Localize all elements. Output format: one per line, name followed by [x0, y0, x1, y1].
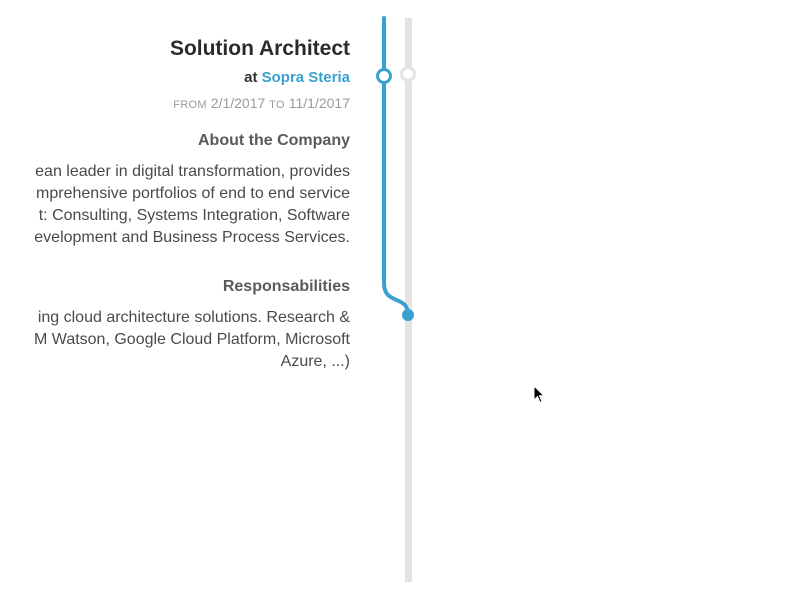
date-range	[173, 95, 350, 111]
timeline-node-inactive[interactable]	[402, 68, 415, 81]
responsibilities-text	[0, 307, 350, 373]
at-label: at	[244, 69, 258, 86]
company-link[interactable]: Sopra Steria	[261, 69, 350, 86]
timeline-branch-line	[384, 18, 408, 315]
about-line: ean leader in digital transformation, provides	[35, 163, 350, 180]
job-title: Solution Architect	[169, 37, 350, 60]
company-line	[244, 69, 350, 86]
responsibilities-line: M Watson, Google Cloud Platform, Microsoft	[34, 331, 350, 348]
about-line: evelopment and Business Process Services.	[34, 229, 350, 246]
from-label: FROM	[173, 99, 207, 111]
responsibilities-heading: Responsabilities	[222, 278, 350, 295]
about-line: t: Consulting, Systems Integration, Software	[38, 207, 350, 224]
about-heading: About the Company	[198, 132, 350, 149]
about-text	[0, 161, 350, 249]
responsibilities-line: Azure, ...)	[280, 353, 350, 370]
timeline-node-active[interactable]	[378, 70, 391, 83]
responsibilities-line: ing cloud architecture solutions. Research &	[37, 309, 350, 326]
timeline-node-merge	[402, 309, 414, 321]
about-line: mprehensive portfolios of end to end service	[36, 185, 350, 202]
start-date: 2/1/2017	[210, 95, 266, 111]
mouse-cursor-icon	[533, 385, 547, 405]
end-date: 11/1/2017	[288, 95, 350, 111]
to-label: TO	[269, 99, 285, 111]
timeline-track	[405, 18, 412, 582]
